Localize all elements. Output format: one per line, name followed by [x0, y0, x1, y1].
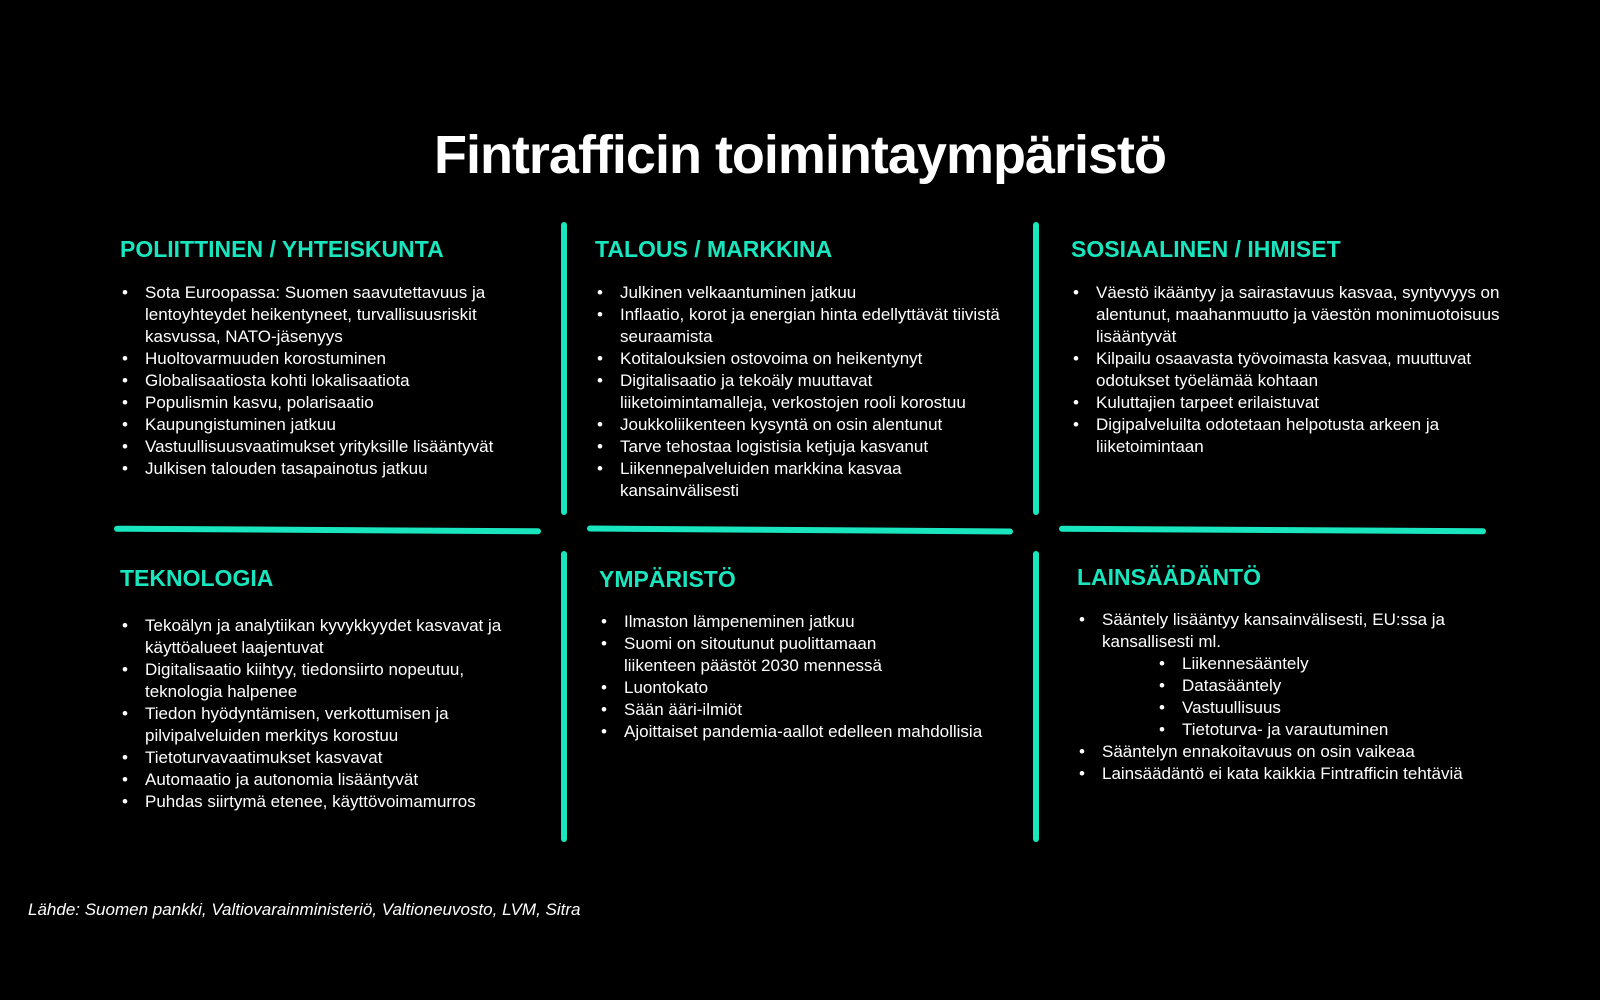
list-item: • Sääntely lisääntyy kansainvälisesti, EU:ssa ja kansallisesti ml.	[1077, 609, 1482, 653]
vertical-divider	[561, 551, 567, 842]
list-item: • Vastuullisuusvaatimukset yrityksille lisääntyvät	[120, 436, 540, 458]
vertical-divider	[561, 222, 567, 515]
list-item: • Väestö ikääntyy ja sairastavuus kasvaa, syntyvyys on alentunut, maahanmuutto ja väestön monimuotoisuus lisääntyvät	[1071, 282, 1501, 348]
sub-list-item: • Liikennesääntely	[1157, 653, 1507, 675]
panel-heading: TEKNOLOGIA	[120, 565, 274, 591]
list-item: • Tietoturvavaatimukset kasvavat	[120, 747, 540, 769]
bullet-list	[120, 615, 540, 813]
list-item: • Digitalisaatio kiihtyy, tiedonsiirto nopeutuu, teknologia halpenee	[120, 659, 540, 703]
bullet-list	[599, 611, 1019, 743]
panel-environment	[599, 565, 1019, 743]
horizontal-divider	[1059, 526, 1486, 535]
horizontal-divider	[114, 526, 541, 535]
list-item: • Populismin kasvu, polarisaatio	[120, 392, 540, 414]
panel-heading: POLIITTINEN / YHTEISKUNTA	[120, 236, 444, 262]
panel-legislation	[1077, 563, 1507, 785]
list-item: • Julkinen velkaantuminen jatkuu	[595, 282, 1015, 304]
bullet-list	[1071, 282, 1501, 458]
list-item: • Sota Euroopassa: Suomen saavutettavuus ja lentoyhteydet heikentyneet, turvallisuusriskit kasvussa, NATO-jäsenyys	[120, 282, 540, 348]
panel-economy	[595, 235, 1015, 502]
list-item: • Liikennepalveluiden markkina kasvaa kansainvälisesti	[595, 458, 1015, 502]
list-item: • Huoltovarmuuden korostuminen	[120, 348, 540, 370]
sub-list-item: • Vastuullisuus	[1157, 697, 1507, 719]
list-item: • Tarve tehostaa logistisia ketjuja kasvanut	[595, 436, 1015, 458]
sub-list-item: • Tietoturva- ja varautuminen	[1157, 719, 1507, 741]
list-item: • Suomi on sitoutunut puolittamaan liikenteen päästöt 2030 mennessä	[599, 633, 914, 677]
list-item: • Lainsäädäntö ei kata kaikkia Fintrafficin tehtäviä	[1077, 763, 1507, 785]
list-item: • Puhdas siirtymä etenee, käyttövoimamurros	[120, 791, 540, 813]
horizontal-divider	[587, 526, 1013, 535]
list-item: • Globalisaatiosta kohti lokalisaatiota	[120, 370, 540, 392]
sub-list-item: • Datasääntely	[1157, 675, 1507, 697]
panel-technology	[120, 564, 540, 813]
list-item: • Kuluttajien tarpeet erilaistuvat	[1071, 392, 1501, 414]
bullet-list	[120, 282, 540, 480]
vertical-divider	[1033, 551, 1039, 842]
list-item: • Digitalisaatio ja tekoäly muuttavat liiketoimintamalleja, verkostojen rooli korostuu	[595, 370, 1015, 414]
page-title: Fintrafficin toimintaympäristö	[433, 125, 1167, 185]
list-item: • Sääntelyn ennakoitavuus on osin vaikeaa	[1077, 741, 1507, 763]
source-note: Lähde: Suomen pankki, Valtiovarainministeriö, Valtioneuvosto, LVM, Sitra	[28, 900, 581, 919]
list-item: • Kotitalouksien ostovoima on heikentynyt	[595, 348, 1015, 370]
list-item: • Luontokato	[599, 677, 1019, 699]
panel-heading: TALOUS / MARKKINA	[595, 236, 833, 262]
bullet-list	[595, 282, 1015, 502]
list-item: • Ajoittaiset pandemia-aallot edelleen mahdollisia	[599, 721, 1019, 743]
list-item: • Digipalveluilta odotetaan helpotusta arkeen ja liiketoimintaan	[1071, 414, 1501, 458]
panel-political	[120, 235, 540, 480]
list-item: • Automaatio ja autonomia lisääntyvät	[120, 769, 540, 791]
list-item: • Ilmaston lämpeneminen jatkuu	[599, 611, 1019, 633]
vertical-divider	[1033, 222, 1039, 515]
panel-heading: SOSIAALINEN / IHMISET	[1071, 236, 1341, 262]
panel-heading: YMPÄRISTÖ	[599, 566, 736, 592]
panel-heading: LAINSÄÄDÄNTÖ	[1077, 564, 1261, 590]
panel-social	[1071, 235, 1501, 458]
list-item: • Inflaatio, korot ja energian hinta edellyttävät tiivistä seuraamista	[595, 304, 1015, 348]
list-item: • Tiedon hyödyntämisen, verkottumisen ja pilvipalveluiden merkitys korostuu	[120, 703, 540, 747]
list-item: • Joukkoliikenteen kysyntä on osin alentunut	[595, 414, 1015, 436]
list-item: • Tekoälyn ja analytiikan kyvykkyydet kasvavat ja käyttöalueet laajentuvat	[120, 615, 540, 659]
list-item: • Kilpailu osaavasta työvoimasta kasvaa, muuttuvat odotukset työelämää kohtaan	[1071, 348, 1501, 392]
list-item: • Julkisen talouden tasapainotus jatkuu	[120, 458, 540, 480]
bullet-list	[1077, 609, 1507, 785]
list-item: • Kaupungistuminen jatkuu	[120, 414, 540, 436]
list-item: • Sään ääri-ilmiöt	[599, 699, 1019, 721]
